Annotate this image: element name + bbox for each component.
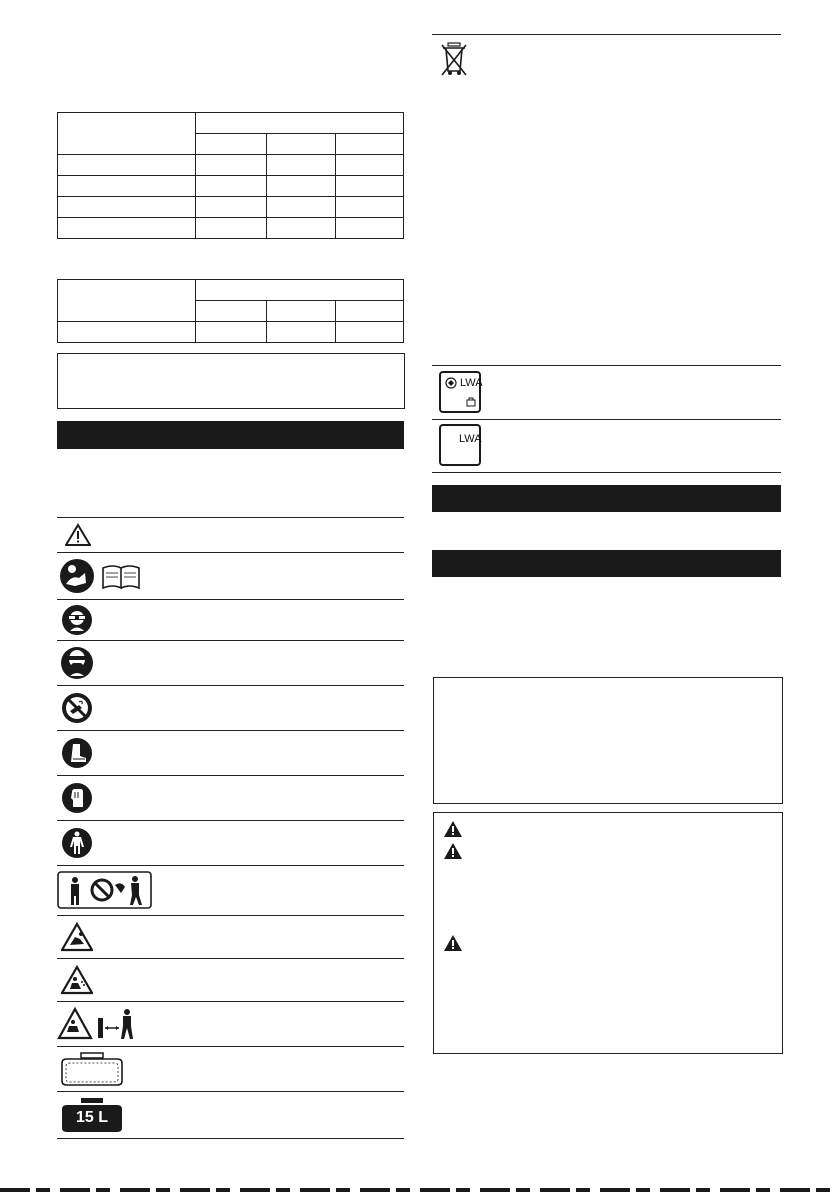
sound-power-guaranteed-icon [439,371,481,413]
thrown-objects-hazard-icon [60,964,94,996]
warning-icon [442,841,464,861]
symbol-row-rule [57,730,404,731]
hand-injury-hazard-icon [60,921,94,953]
sound-table-top-rule [432,365,781,366]
note-box-left [57,353,405,409]
section-header-bar-left [57,421,404,449]
safety-boots-icon [60,736,94,770]
symbol-row-rule [57,1046,404,1047]
symbol-row-rule [57,915,404,916]
no-smoking-refuel-icon [60,691,94,725]
section-header-bar-right-2 [432,550,781,577]
symbol-list-bottom-rule [57,1138,404,1139]
sound-table-mid-rule [432,419,781,420]
symbol-row-rule [57,640,404,641]
crossed-bin-icon [438,40,470,78]
empty-tank-icon [57,1051,127,1087]
symbol-row-rule [57,775,404,776]
weee-top-rule [432,34,781,35]
symbol-row-rule [57,820,404,821]
lwa-label: LWA [460,377,483,389]
section-header-bar-right-1 [432,485,781,512]
symbol-row-rule [57,958,404,959]
keep-bystanders-away-icon [57,871,152,909]
eye-protection-icon [60,604,94,636]
spec-table-2 [57,279,404,343]
keep-distance-icon [57,1006,137,1042]
symbol-row-rule [57,552,404,553]
lwa-label: LWA [459,433,482,445]
tank-capacity-label: 15 L [75,1109,108,1126]
symbol-row-rule [57,1091,404,1092]
warning-icon [442,933,464,953]
symbol-row-rule [57,1001,404,1002]
protective-clothing-icon [60,826,94,860]
sound-power-measured-icon [439,424,481,466]
read-manual-icon [57,556,147,596]
sound-table-bottom-rule [432,472,781,473]
footer-strip [0,1188,840,1192]
note-box-right [433,677,783,804]
warning-box-right [433,812,783,1054]
warning-icon [442,819,464,839]
symbol-list-top-rule [57,517,404,518]
symbol-row-rule [57,685,404,686]
respirator-mask-icon [60,645,94,681]
symbol-row-rule [57,599,404,600]
gloves-icon [60,781,94,815]
tank-capacity-icon [57,1096,127,1134]
warning-triangle-icon [62,520,94,550]
spec-table-1 [57,112,404,239]
symbol-row-rule [57,865,404,866]
